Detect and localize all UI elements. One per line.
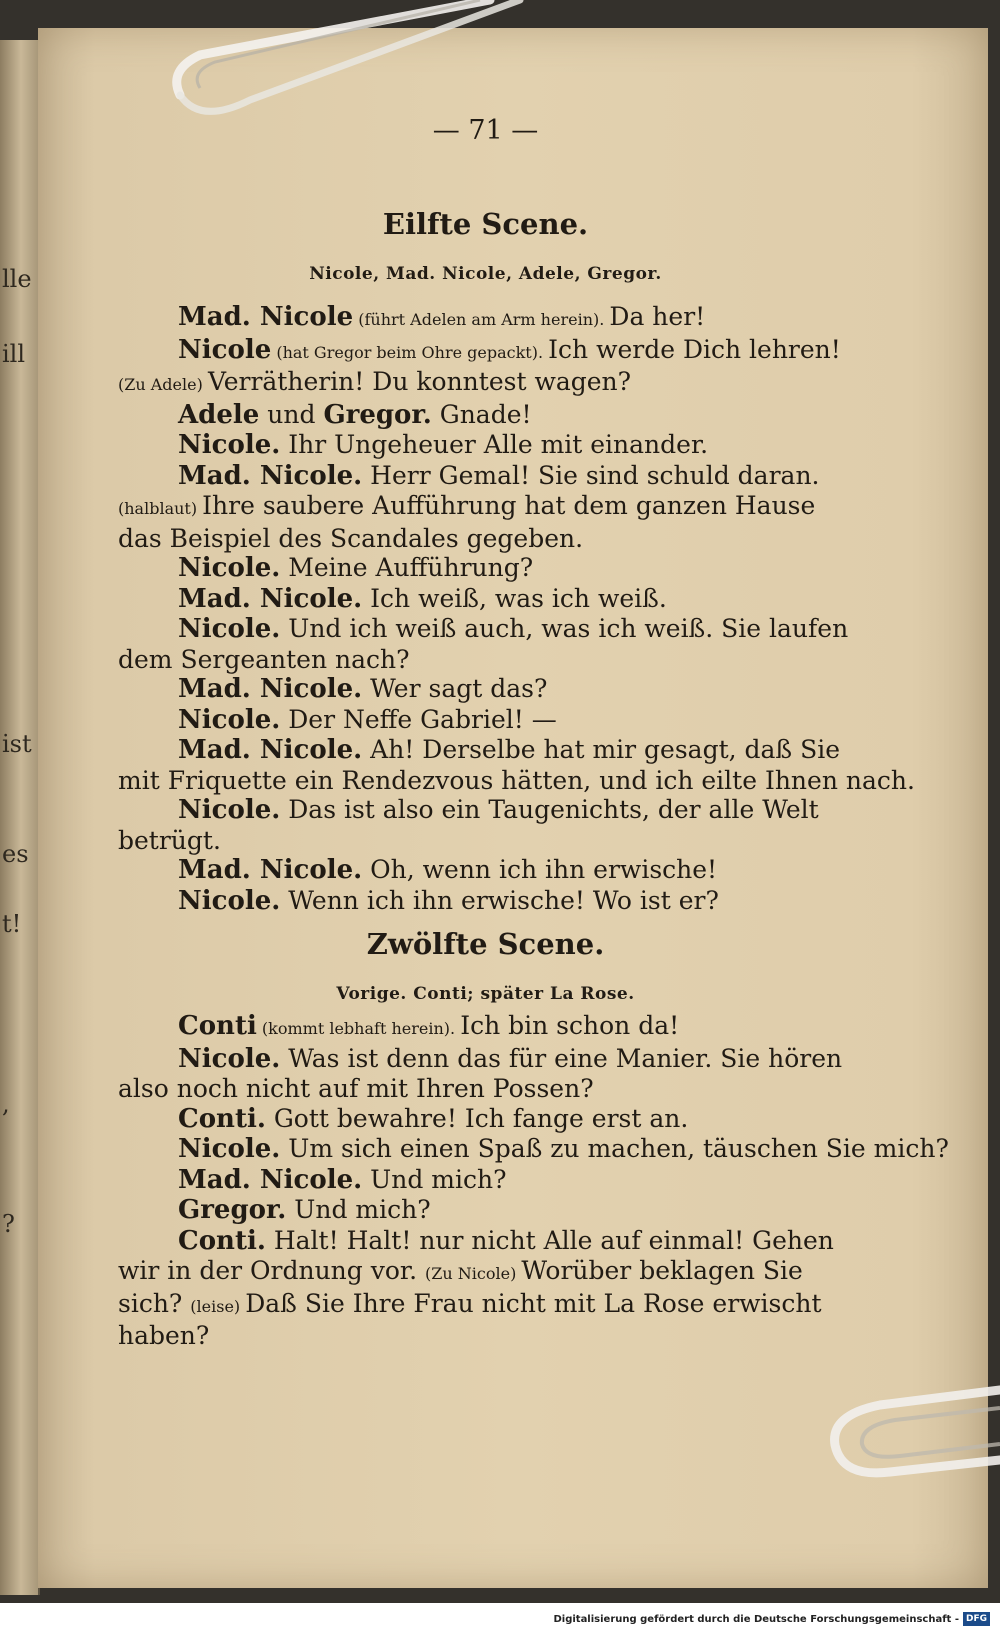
spoken-text: Da her! <box>609 302 706 331</box>
spoken-text: Verrätherin! Du konntest wagen? <box>207 367 632 396</box>
prev-page-fragment: es <box>2 840 29 868</box>
spoken-text: Und mich? <box>286 1195 431 1224</box>
speaker-name: Mad. Nicole. <box>178 460 363 491</box>
spoken-text: Was ist denn das für eine Manier. Sie hören <box>280 1043 843 1073</box>
spoken-text: Halt! Halt! nur nicht Alle auf einmal! Gehen <box>265 1225 834 1255</box>
scene-dialogue <box>118 302 915 916</box>
spoken-text: Und ich weiß auch, was ich weiß. Sie laufen <box>280 614 849 643</box>
dialogue-line <box>118 795 853 826</box>
book-page <box>38 28 988 1588</box>
speaker-name: Mad. Nicole <box>178 302 354 332</box>
speaker-name: Adele <box>178 399 260 430</box>
spoken-text: Oh, wenn ich ihn erwische! <box>362 855 718 884</box>
dialogue-line <box>118 1044 853 1075</box>
speaker-name: Conti <box>178 1011 257 1041</box>
spoken-text: dem Sergeanten nach? <box>118 644 410 674</box>
dialogue-continuation-line <box>118 367 853 400</box>
previous-page-edge <box>0 40 40 1595</box>
speaker-name: Nicole. <box>178 553 281 583</box>
prev-page-fragment: , <box>2 1090 10 1118</box>
dialogue-continuation-line <box>118 1289 853 1322</box>
dialogue-line <box>118 461 853 492</box>
speaker-name: Gregor. <box>178 1195 287 1225</box>
stage-direction: (leise) <box>190 1296 246 1316</box>
spoken-text: Ich bin schon da! <box>460 1011 680 1040</box>
stage-direction: (führt Adelen am Arm herein). <box>353 310 610 329</box>
spoken-text: Ah! Derselbe hat mir gesagt, daß Sie <box>362 735 840 764</box>
spoken-text: Herr Gemal! Sie sind schuld daran. <box>362 460 820 490</box>
dialogue-continuation-line <box>118 491 853 524</box>
speaker-name: Gregor. <box>323 399 432 430</box>
speaker-name: Nicole. <box>178 885 281 916</box>
spoken-text: Ihre saubere Aufführung hat dem ganzen Hause <box>202 491 816 520</box>
dialogue-continuation-line <box>118 524 853 554</box>
footer-credit: Digitalisierung gefördert durch die Deutsche Forschungsgemeinschaft - <box>553 1613 959 1625</box>
speaker-name: Nicole. <box>178 704 281 735</box>
scene-dialogue <box>118 1011 949 1351</box>
dialogue-line <box>118 1165 853 1196</box>
spoken-text: mit Friquette ein Rendezvous hätten, und ich eilte Ihnen nach. <box>118 765 915 795</box>
dialogue-line <box>118 1011 853 1044</box>
prev-page-fragment: ist <box>2 730 32 758</box>
spoken-text: das Beispiel des Scandales gegeben. <box>118 523 584 553</box>
dialogue-continuation-line <box>118 826 853 856</box>
prev-page-fragment: ill <box>2 340 26 368</box>
dfg-logo: DFG <box>963 1612 990 1626</box>
scene-cast-list: Nicole, Mad. Nicole, Adele, Gregor. <box>309 264 662 284</box>
stage-direction: (hat Gregor beim Ohre gepackt). <box>271 342 549 362</box>
dialogue-line <box>118 886 853 917</box>
speaker-name: Nicole. <box>178 795 281 825</box>
scene-heading: Zwölfte Scene. <box>366 927 605 961</box>
dialogue-line <box>118 553 853 584</box>
dialogue-continuation-line <box>118 1256 853 1289</box>
digitization-footer <box>0 1603 1000 1635</box>
dialogue-continuation-line <box>118 1321 853 1351</box>
speaker-name: Mad. Nicole. <box>178 855 363 885</box>
spoken-text: Wer sagt das? <box>362 674 548 703</box>
spoken-text: Ich weiß, was ich weiß. <box>362 583 667 613</box>
dialogue-line <box>118 430 853 461</box>
spoken-text: Gott bewahre! Ich fange erst an. <box>265 1103 689 1133</box>
speaker-name: Conti. <box>178 1103 266 1134</box>
speaker-name: Nicole. <box>178 430 281 460</box>
spoken-text: Das ist also ein Taugenichts, der alle Welt <box>280 795 819 824</box>
dialogue-continuation-line <box>118 1074 853 1104</box>
speaker-name: Conti. <box>178 1225 266 1256</box>
spoken-text: Ich werde Dich lehren! <box>548 334 841 364</box>
dialogue-line <box>118 584 853 615</box>
spoken-text: Wenn ich ihn erwische! Wo ist er? <box>280 885 719 915</box>
dialogue-line <box>118 705 853 736</box>
dialogue-line <box>118 855 853 886</box>
speaker-name: Mad. Nicole. <box>178 1164 363 1195</box>
stage-direction: (Zu Adele) <box>118 375 208 394</box>
spoken-text: Worüber beklagen Sie <box>521 1256 803 1285</box>
speaker-name: Nicole <box>178 334 272 365</box>
spoken-text: Daß Sie Ihre Frau nicht mit La Rose erwischt <box>245 1288 822 1318</box>
spoken-text: haben? <box>118 1321 210 1350</box>
spoken-text: und <box>259 399 324 429</box>
spoken-text: sich? <box>118 1288 191 1318</box>
dialogue-line <box>118 1195 853 1226</box>
dialogue-line <box>118 400 853 431</box>
stage-direction: (Zu Nicole) <box>425 1264 522 1283</box>
speaker-name: Mad. Nicole. <box>178 674 363 704</box>
page-number: — 71 — <box>432 115 539 146</box>
scene-heading: Eilfte Scene. <box>382 207 589 241</box>
speaker-name: Nicole. <box>178 1043 281 1074</box>
spoken-text: Und mich? <box>362 1164 507 1194</box>
scene-cast-list: Vorige. Conti; später La Rose. <box>336 984 635 1004</box>
spoken-text: betrügt. <box>118 825 221 855</box>
speaker-name: Mad. Nicole. <box>178 583 363 614</box>
speaker-name: Mad. Nicole. <box>178 735 363 765</box>
prev-page-fragment: t! <box>2 910 22 938</box>
dialogue-line <box>118 302 853 335</box>
prev-page-fragment: ? <box>2 1210 15 1238</box>
spoken-text: Ihr Ungeheuer Alle mit einander. <box>280 430 709 459</box>
spoken-text: wir in der Ordnung vor. <box>118 1256 426 1285</box>
stage-direction: (kommt lebhaft herein). <box>256 1019 461 1038</box>
spoken-text: also noch nicht auf mit Ihren Possen? <box>118 1074 594 1103</box>
spoken-text: Meine Aufführung? <box>280 553 534 582</box>
speaker-name: Nicole. <box>178 614 281 644</box>
speaker-name: Nicole. <box>178 1134 281 1164</box>
dialogue-line <box>118 1226 853 1257</box>
dialogue-line <box>118 674 853 705</box>
dialogue-line <box>118 735 853 766</box>
spoken-text: Gnade! <box>431 399 532 429</box>
dialogue-continuation-line <box>118 765 915 796</box>
prev-page-fragment: lle <box>2 265 32 293</box>
spoken-text: Um sich einen Spaß zu machen, täuschen Sie mich? <box>280 1134 949 1163</box>
dialogue-line <box>118 335 853 368</box>
dialogue-line <box>118 614 853 645</box>
dialogue-line <box>118 1134 949 1165</box>
spoken-text: Der Neffe Gabriel! — <box>280 704 557 734</box>
dialogue-line <box>118 1104 853 1135</box>
dialogue-continuation-line <box>118 645 853 675</box>
stage-direction: (halblaut) <box>118 499 203 518</box>
